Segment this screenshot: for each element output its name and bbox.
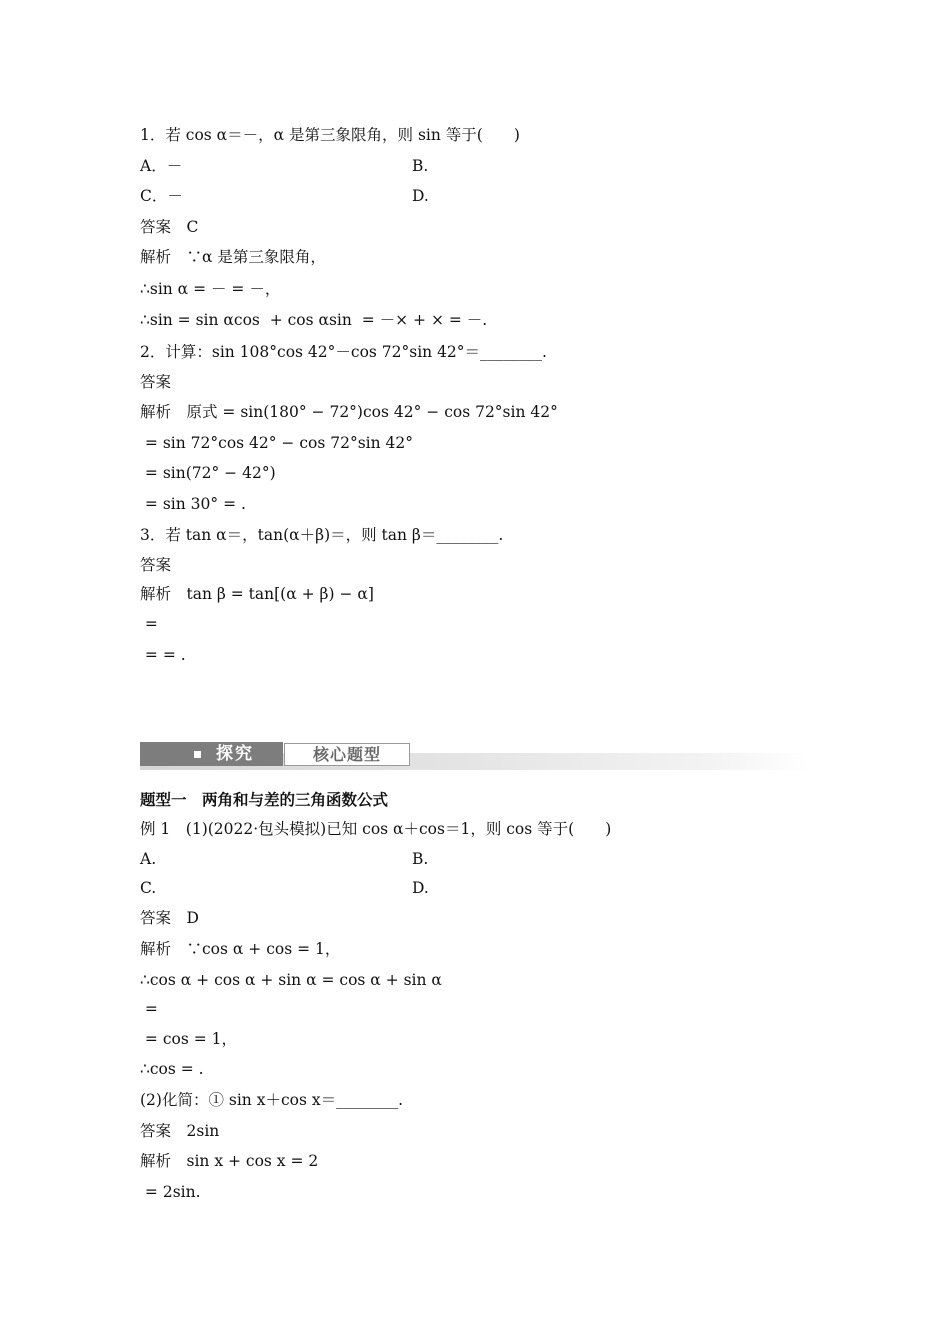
text-line-q2-ans: 答案 <box>140 373 172 391</box>
section-banner <box>140 742 810 770</box>
text-line-ex1-sol-4: = cos = 1， <box>140 1030 238 1048</box>
text-line-q1-ans: 答案 C <box>140 218 199 236</box>
text-line-q1-sol-2: ∴sin α = － = －， <box>140 280 281 298</box>
text-line-q1-sol-1: 解析 ∵α 是第三象限角， <box>140 248 326 266</box>
text-line-q3-sol-2: = <box>140 615 158 633</box>
text-line-ex1-2: (2)化简：① sin x＋cos x＝________. <box>140 1091 404 1109</box>
text-line-ex1-optD: D. <box>412 879 429 897</box>
text-line-q3-sol-3: = = . <box>140 646 186 664</box>
text-line-ex1-optB: B. <box>412 850 429 868</box>
text-line-ex1-optA: A. <box>140 850 157 868</box>
banner-dark-tab <box>140 742 283 766</box>
text-line-ex1-2-ans: 答案 2sin <box>140 1122 220 1140</box>
banner-label-core-types: 核心题型 <box>312 745 381 764</box>
text-line-q1-sol-3: ∴sin = sin αcos + cos αsin = －× + × = －. <box>140 311 488 329</box>
text-line-q2-sol-3: = sin(72° − 42°) <box>140 464 276 482</box>
text-line-ex1-sol-2: ∴cos α + cos α + sin α = cos α + sin α <box>140 971 442 989</box>
text-line-q1-optD: D. <box>412 187 429 205</box>
text-line-q1-optC: C．－ <box>140 187 183 205</box>
text-line-q2-sol-1: 解析 原式 = sin(180° − 72°)cos 42° − cos 72°sin 42° <box>140 403 558 421</box>
text-line-q3-ans: 答案 <box>140 556 172 574</box>
banner-label-explore: 探究 <box>216 744 254 764</box>
text-line-q1-optB: B. <box>412 157 429 175</box>
text-line-ex1-sol-1: 解析 ∵cos α + cos = 1， <box>140 940 341 958</box>
banner-light-tab <box>284 743 410 766</box>
text-line-ex1-ans: 答案 D <box>140 909 199 927</box>
text-line-q1-optA: A．－ <box>140 157 183 175</box>
text-line-ex1-sol-5: ∴cos = . <box>140 1060 204 1078</box>
text-line-ex1: 例 1 (1)(2022·包头模拟)已知 cos α＋cos＝1，则 cos 等于( ) <box>140 820 612 838</box>
text-line-ex1-optC: C. <box>140 879 157 897</box>
text-line-q3: 3．若 tan α＝，tan(α＋β)＝，则 tan β＝________. <box>140 526 504 544</box>
text-line-q2-sol-2: = sin 72°cos 42° − cos 72°sin 42° <box>140 434 414 452</box>
text-line-type1: 题型一 两角和与差的三角函数公式 <box>140 790 389 809</box>
text-line-q2-sol-4: = sin 30° = . <box>140 495 246 513</box>
text-line-ex1-2-sol-2: = 2sin. <box>140 1183 201 1201</box>
text-line-q1: 1．若 cos α＝－，α 是第三象限角，则 sin 等于( ) <box>140 126 520 144</box>
text-line-q3-sol-1: 解析 tan β = tan[(α + β) − α] <box>140 585 374 603</box>
text-line-ex1-sol-3: = <box>140 1000 158 1018</box>
text-line-ex1-2-sol-1: 解析 sin x + cos x = 2 <box>140 1152 319 1170</box>
square-bullet-icon <box>194 751 201 758</box>
text-line-q2: 2．计算：sin 108°cos 42°－cos 72°sin 42°＝________. <box>140 343 547 361</box>
